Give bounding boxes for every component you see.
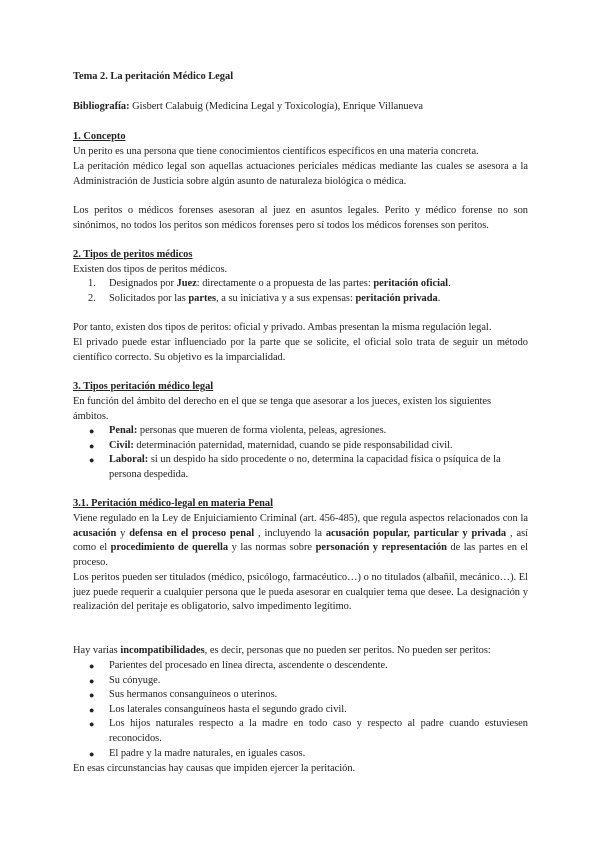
bullet-icon: ● — [89, 704, 95, 715]
list-bold: Juez — [176, 278, 197, 289]
paragraph-text: y — [116, 527, 130, 539]
list-bold: partes — [188, 292, 217, 304]
list-text: determinación paternidad, maternidad, cuando se pide responsabilidad civil. — [133, 439, 453, 451]
section1-heading: 1. Concepto — [73, 131, 126, 142]
list-item — [73, 292, 528, 307]
paragraph-bold: incompatibilidades — [120, 645, 205, 656]
paragraph-text: y las normas sobre — [228, 542, 316, 554]
paragraph-text: , incluyendo la — [254, 527, 326, 539]
list-text: Su cónyuge. — [109, 674, 161, 686]
section2-heading: 2. Tipos de peritos médicos — [73, 249, 193, 260]
section2-paragraph: El privado puede estar influenciado por la parte que se solicite, el oficial solo trata de seguir un método científico correcto. Su objetivo es la imparcialidad. — [73, 337, 528, 363]
list-bold: Penal: — [109, 425, 138, 436]
judge-parties-list — [73, 277, 528, 306]
section1-paragraph: Los peritos o médicos forenses asesoran al juez en asuntos legales. Perito y médico forense no son sinónimos, no todos los peritos son médicos forenses pero sí todos los médicos forenses son peritos. — [73, 205, 528, 231]
list-text: personas que mueren de forma violenta, peleas, agresiones. — [137, 425, 387, 436]
section3-intro: En función del ámbito del derecho en el que se tenga que asesorar a los jueces, existen los siguientes ámbitos. — [73, 396, 492, 422]
list-text: : directamente o a propuesta de las partes: — [196, 278, 374, 289]
list-text: Designados por — [109, 278, 177, 289]
list-item — [73, 674, 528, 689]
paragraph-bold: acusación popular, particular y privada — [325, 527, 507, 539]
list-text: Los laterales consanguíneos hasta el segundo grado civil. — [109, 703, 347, 715]
paragraph-text: Hay varias — [73, 645, 121, 656]
bibliography-label: Bibliografía: — [73, 101, 130, 112]
paragraph-bold: defensa en el proceso penal — [129, 527, 255, 539]
closing-paragraph: En esas circunstancias hay causas que impiden ejercer la peritación. — [73, 763, 356, 774]
list-text: si un despido ha sido procedente o no, determina la capacidad física o psíquica de la persona despedida. — [109, 454, 501, 480]
section1-paragraph: La peritación médico legal son aquellas actuaciones periciales médicas mediante las cuales se asesora a la Administración de Justicia sobre algún asunto de naturaleza biológica o médica. — [73, 161, 528, 187]
bibliography-text: Gisbert Calabuig (Medicina Legal y Toxicología), Enrique Villanueva — [129, 101, 424, 112]
list-bold: Civil: — [109, 439, 134, 451]
list-bold: peritación oficial — [373, 278, 449, 289]
paragraph-bold: personación y representación — [315, 542, 447, 554]
list-bold: peritación privada — [355, 292, 438, 304]
list-text: Sus hermanos consanguíneos o uterinos. — [109, 689, 278, 701]
list-text: Solicitados por las — [109, 292, 189, 304]
list-item — [73, 659, 528, 674]
list-item — [73, 453, 528, 482]
list-item — [73, 703, 528, 718]
section31-paragraph — [73, 644, 528, 659]
list-text: , a su iniciativa y a sus expensas: — [216, 292, 356, 304]
bullet-icon: ● — [89, 440, 95, 451]
paragraph-bold: procedimiento de querella — [110, 542, 229, 554]
list-number: 1. — [88, 278, 96, 289]
section31-paragraph: Los peritos pueden ser titulados (médico, psicólogo, farmacéutico…) o no titulados (albañil, mecánico…). El juez puede requerir a cualquier persona que le pueda asesorar en cualquier tema que desee. La designación y realización del peritaje es obligatorio, salvo impedimento legítimo. — [73, 572, 528, 613]
list-text: Parientes del procesado en línea directa, ascendente o descendente. — [109, 660, 388, 671]
paragraph-text: Viene regulado en la Ley de Enjuiciamiento Criminal (art. 456-485), que regula aspectos relacionados con la — [73, 513, 528, 524]
paragraph-text: , así como el — [73, 527, 528, 554]
list-item — [73, 747, 528, 762]
section1-paragraph: Un perito es una persona que tiene conocimientos científicos específicos en una materia concreta. — [73, 146, 479, 157]
section3-heading: 3. Tipos peritación médico legal — [73, 381, 214, 392]
paragraph-text: , es decir, personas que no pueden ser peritos. No pueden ser peritos: — [204, 645, 491, 656]
list-number: 2. — [88, 292, 96, 304]
bullet-icon: ● — [89, 661, 95, 671]
section2-paragraph: Por tanto, existen dos tipos de peritos: oficial y privado. Ambas presentan la misma regulación legal. — [73, 322, 492, 333]
bullet-icon: ● — [89, 675, 95, 686]
section31-heading: 3.1. Peritación médico-legal en materia Penal — [73, 498, 273, 509]
list-text: Los hijos naturales respecto a la madre en todo caso y respecto al padre cuando estuviesen reconocidos. — [109, 718, 528, 744]
bibliography — [73, 100, 528, 115]
list-text: . — [448, 278, 451, 289]
list-text: El padre y la madre naturales, en iguales casos. — [109, 747, 306, 759]
paragraph-text: de las partes en el proceso. — [73, 542, 528, 568]
document-title: Tema 2. La peritación Médico Legal — [73, 71, 234, 82]
section31-paragraph — [73, 512, 528, 570]
list-bold: Laboral: — [109, 454, 149, 466]
scope-list — [73, 424, 528, 482]
list-item — [73, 277, 528, 292]
list-item — [73, 439, 528, 454]
bullet-icon: ● — [89, 719, 95, 730]
bullet-icon: ● — [89, 748, 95, 759]
bullet-icon: ● — [89, 690, 95, 701]
list-item — [73, 688, 528, 703]
bullet-icon: ● — [89, 455, 95, 466]
incompatibilities-list — [73, 659, 528, 761]
paragraph-bold: acusación — [73, 527, 117, 539]
section2-intro: Existen dos tipos de peritos médicos. — [73, 264, 228, 275]
list-text: . — [437, 292, 441, 304]
list-item — [73, 424, 528, 439]
bullet-icon: ● — [89, 426, 95, 436]
list-item — [73, 717, 528, 746]
